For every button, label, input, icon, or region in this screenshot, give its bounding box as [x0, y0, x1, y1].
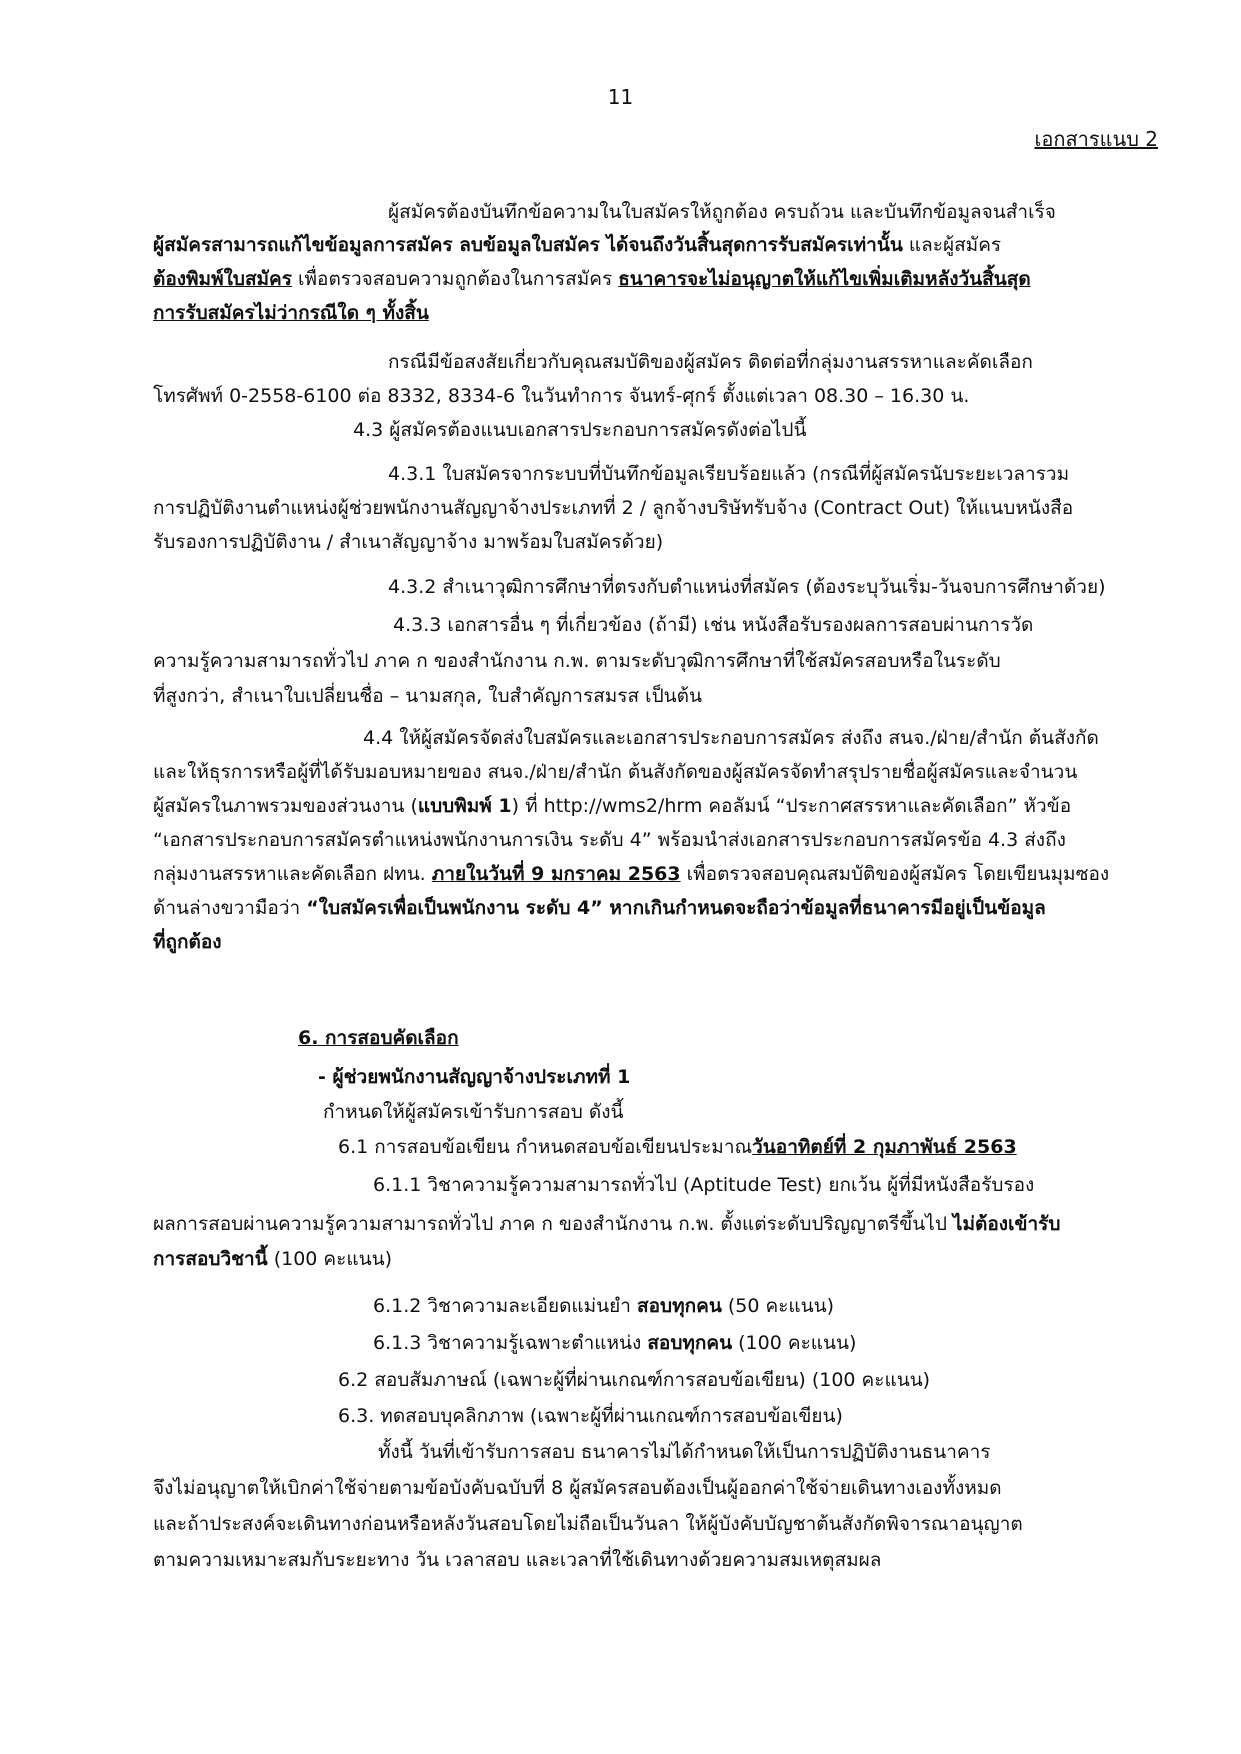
- text: ผลการสอบผ่านความรู้ความสามารถทั่วไป ภาค ก ของสำนักงาน ก.พ. ตั้งแต่ระดับปริญญาตรีขึ้นไป: [153, 1213, 953, 1235]
- bold-underline-text: ต้องพิมพ์ใบสมัคร: [153, 268, 292, 290]
- subsection-heading: - ผู้ช่วยพนักงานสัญญาจ้างประเภทที่ 1: [318, 1066, 631, 1088]
- paragraph-line: ที่ถูกต้อง: [153, 931, 222, 953]
- paragraph-line: [373, 1330, 856, 1356]
- paragraph-line: 4.3.2 สำเนาวุฒิการศึกษาที่ตรงกับตำแหน่งที่สมัคร (ต้องระบุวันเริ่ม-วันจบการศึกษาด้วย): [388, 576, 1106, 598]
- bold-text: แบบพิมพ์ 1: [417, 795, 512, 817]
- paragraph-line: [153, 1246, 392, 1272]
- paragraph-line: ผู้สมัครต้องบันทึกข้อความในใบสมัครให้ถูกต้อง ครบถ้วน และบันทึกข้อมูลจนสำเร็จ: [388, 201, 1056, 223]
- text: (100 คะแนน): [732, 1332, 857, 1354]
- paragraph-line: 6.1.1 วิชาความรู้ความสามารถทั่วไป (Aptitude Test) ยกเว้น ผู้ที่มีหนังสือรับรอง: [373, 1174, 1035, 1196]
- bold-text: การสอบวิชานี้: [153, 1248, 268, 1270]
- paragraph-line: โทรศัพท์ 0-2558-6100 ต่อ 8332, 8334-6 ในวันทำการ จันทร์-ศุกร์ ตั้งแต่เวลา 08.30 – 16.30 น.: [153, 385, 970, 407]
- paragraph-line: [153, 232, 1001, 258]
- paragraph-line: 6.3. ทดสอบบุคลิกภาพ (เฉพาะผู้ที่ผ่านเกณฑ์การสอบข้อเขียน): [338, 1405, 843, 1427]
- text: 6.1 การสอบข้อเขียน กำหนดสอบข้อเขียนประมาณ: [338, 1136, 753, 1158]
- text: กลุ่มงานสรรหาและคัดเลือก ฝทน.: [153, 863, 432, 885]
- paragraph-line: และให้ธุรการหรือผู้ที่ได้รับมอบหมายของ สนจ./ฝ่าย/สำนัก ต้นสังกัดของผู้สมัครจัดทำสรุปรายชื่อผู้สมัครและจำนวน: [153, 761, 1078, 783]
- text: เพื่อตรวจสอบความถูกต้องในการสมัคร: [291, 268, 619, 290]
- paragraph-line: กรณีมีข้อสงสัยเกี่ยวกับคุณสมบัติของผู้สมัคร ติดต่อที่กลุ่มงานสรรหาและคัดเลือก: [388, 351, 1033, 373]
- paragraph-line: [153, 895, 1046, 921]
- paragraph-line: “เอกสารประกอบการสมัครตำแหน่งพนักงานการเงิน ระดับ 4” พร้อมนำส่งเอกสารประกอบการสมัครข้อ 4.3 ส่งถึง: [153, 829, 1066, 851]
- paragraph-line: 4.3.3 เอกสารอื่น ๆ ที่เกี่ยวข้อง (ถ้ามี) เช่น หนังสือรับรองผลการสอบผ่านการวัด: [393, 614, 1034, 636]
- bold-underline-text: วันอาทิตย์ที่ 2 กุมภาพันธ์ 2563: [752, 1136, 1017, 1158]
- paragraph-line: [373, 1293, 834, 1319]
- paragraph-line: และถ้าประสงค์จะเดินทางก่อนหรือหลังวันสอบโดยไม่ถือเป็นวันลา ให้ผู้บังคับบัญชาต้นสังกัดพิจารณาอนุญาต: [153, 1513, 1023, 1535]
- bold-text: ผู้สมัครสามารถแก้ไขข้อมูลการสมัคร ลบข้อมูลใบสมัคร ได้จนถึงวันสิ้นสุดการรับสมัครเท่านั้น: [153, 234, 903, 256]
- text: (100 คะแนน): [267, 1248, 392, 1270]
- text: 6.1.3 วิชาความรู้เฉพาะตำแหน่ง: [373, 1332, 648, 1354]
- paragraph-line: ความรู้ความสามารถทั่วไป ภาค ก ของสำนักงาน ก.พ. ตามระดับวุฒิการศึกษาที่ใช้สมัครสอบหรือในระดับ: [153, 650, 1001, 672]
- paragraph-line: 6.2 สอบสัมภาษณ์ (เฉพาะผู้ที่ผ่านเกณฑ์การสอบข้อเขียน) (100 คะแนน): [338, 1369, 931, 1391]
- paragraph-line: [153, 793, 1071, 819]
- paragraph-line: จึงไม่อนุญาตให้เบิกค่าใช้จ่ายตามข้อบังคับฉบับที่ 8 ผู้สมัครสอบต้องเป็นผู้ออกค่าใช้จ่ายเดินทางเองทั้งหมด: [153, 1477, 1002, 1499]
- bold-underline-text: ธนาคารจะไม่อนุญาตให้แก้ไขเพิ่มเติมหลังวันสิ้นสุด: [618, 268, 1031, 290]
- paragraph-line: รับรองการปฏิบัติงาน / สำเนาสัญญาจ้าง มาพร้อมใบสมัครด้วย): [153, 531, 664, 553]
- text: ด้านล่างขวามือว่า: [153, 897, 307, 919]
- text: 6.1.2 วิชาความละเอียดแม่นยำ: [373, 1295, 638, 1317]
- bold-text: “ใบสมัครเพื่อเป็นพนักงาน ระดับ 4” หากเกินกำหนดจะถือว่าข้อมูลที่ธนาคารมีอยู่เป็นข้อมูล: [306, 897, 1046, 919]
- text: เพื่อตรวจสอบคุณสมบัติของผู้สมัคร โดยเขียนมุมซอง: [680, 863, 1110, 885]
- paragraph-line: 4.4 ให้ผู้สมัครจัดส่งใบสมัครและเอกสารประกอบการสมัคร ส่งถึง สนจ./ฝ่าย/สำนัก ต้นสังกัด: [363, 727, 1099, 749]
- paragraph-line: การรับสมัครไม่ว่ากรณีใด ๆ ทั้งสิ้น: [153, 302, 429, 324]
- text: ผู้สมัครในภาพรวมของส่วนงาน (: [153, 795, 418, 817]
- text: (50 คะแนน): [721, 1295, 835, 1317]
- bold-underline-text: ภายในวันที่ 9 มกราคม 2563: [431, 863, 681, 885]
- section-heading: 6. การสอบคัดเลือก: [298, 1027, 459, 1049]
- attachment-label: เอกสารแนบ 2: [1034, 127, 1158, 151]
- text: ) ที่ http://wms2/hrm คอลัมน์ “ประกาศสรรหาและคัดเลือก” หัวข้อ: [511, 795, 1072, 817]
- paragraph-line: ที่สูงกว่า, สำเนาใบเปลี่ยนชื่อ – นามสกุล, ใบสำคัญการสมรส เป็นต้น: [153, 685, 702, 707]
- paragraph-line: 4.3.1 ใบสมัครจากระบบที่บันทึกข้อมูลเรียบร้อยแล้ว (กรณีที่ผู้สมัครนับระยะเวลารวม: [388, 463, 1070, 485]
- paragraph-line: [153, 861, 1109, 887]
- paragraph-line: ทั้งนี้ วันที่เข้ารับการสอบ ธนาคารไม่ได้กำหนดให้เป็นการปฏิบัติงานธนาคาร: [378, 1441, 991, 1463]
- paragraph-line: [153, 1211, 1060, 1237]
- paragraph-line: กำหนดให้ผู้สมัครเข้ารับการสอบ ดังนี้: [323, 1101, 624, 1123]
- page-number: 11: [607, 85, 634, 109]
- paragraph-line: ตามความเหมาะสมกับระยะทาง วัน เวลาสอบ และเวลาที่ใช้เดินทางด้วยความสมเหตุสมผล: [153, 1549, 882, 1571]
- paragraph-line: [153, 266, 1031, 292]
- paragraph-line: การปฏิบัติงานตำแหน่งผู้ช่วยพนักงานสัญญาจ้างประเภทที่ 2 / ลูกจ้างบริษัทรับจ้าง (Contract Out) ให้แนบหนังสือ: [153, 497, 1074, 519]
- bold-text: สอบทุกคน: [647, 1332, 733, 1354]
- paragraph-line: [338, 1134, 1017, 1160]
- bold-text: ไม่ต้องเข้ารับ: [952, 1213, 1061, 1235]
- text: และผู้สมัคร: [902, 234, 1002, 256]
- paragraph-line: 4.3 ผู้สมัครต้องแนบเอกสารประกอบการสมัครดังต่อไปนี้: [353, 419, 807, 441]
- bold-text: สอบทุกคน: [637, 1295, 722, 1317]
